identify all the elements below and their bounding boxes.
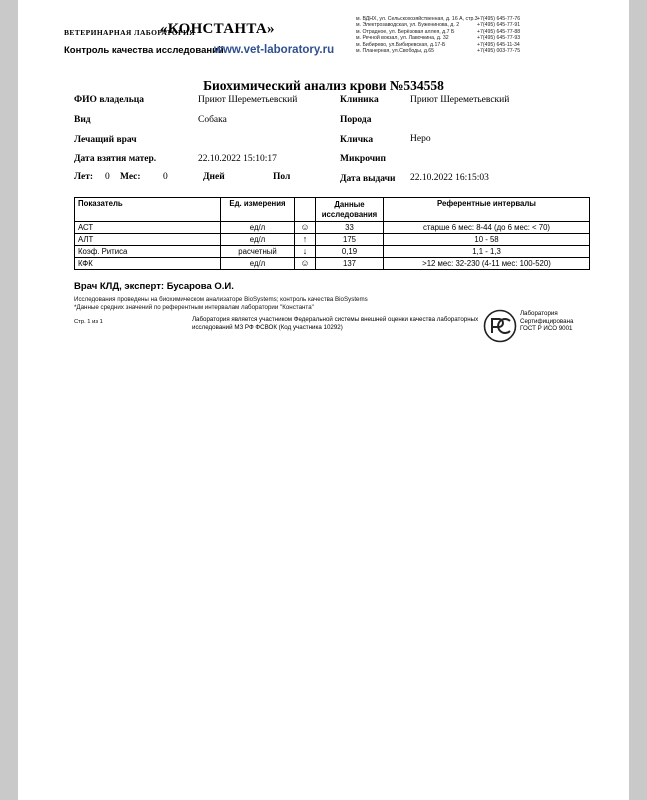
report-title: Биохимический анализ крови №534558 [203,78,444,93]
species-label: Вид [74,115,91,125]
phone-line: +7(495) 645-11-34 [477,41,520,48]
indicator-name: АЛТ [75,234,221,246]
analyzer-note: Исследования проведены на биохимическом анализаторе BioSystems; контроль качества BioSystems [74,296,368,303]
page-number: Стр. 1 из 1 [74,319,103,325]
phone-line: +7(495) 645-77-93 [477,35,521,42]
value-cell: 175 [316,234,384,246]
reference-cell: старше 6 мес: 8-44 (до 6 мес: < 70) [384,222,590,234]
sample-date-label: Дата взятия матер. [74,154,157,164]
address-line: м. Электрозаводская, ул. Буженинова, д. 2 [356,22,460,29]
column-header-unit: Ед. измерения [221,198,295,222]
value-cell: 137 [316,258,384,270]
sex-label: Пол [273,172,291,182]
unit-cell: ед/л [221,258,295,270]
cert-line: Сертифицирована [520,317,574,325]
address-list [356,16,478,54]
tagline: Контроль качества исследований [64,45,224,56]
website-link[interactable]: www.vet-laboratory.ru [214,44,335,56]
owner-label: ФИО владельца [74,95,144,105]
table-row [75,258,590,270]
table-row [75,234,590,246]
phone-line: +7(495) 645-77-76 [477,16,521,22]
report-page [18,0,629,800]
brand-name: «КОНСТАНТА» [160,21,275,37]
owner-value: Приют Шереметьевский [198,95,298,105]
years-value: 0 [105,172,110,182]
unit-cell: расчетный [221,246,295,258]
address-line: м. Планерная, ул.Свободы, д.65 [356,48,435,55]
species-value: Собака [198,115,227,125]
issue-date-value: 22.10.2022 16:15:03 [410,173,489,183]
months-value: 0 [163,172,168,182]
nickname-label: Кличка [340,135,374,145]
unit-cell: ед/л [221,234,295,246]
value-cell: 33 [316,222,384,234]
arrow-up-icon: ↑ [295,234,316,246]
address-line: м. Бибирево, ул.Бибиревская, д.17-Б [356,41,446,48]
phone-line: +7(495) 645-77-91 [477,22,521,29]
certification-text [520,310,573,333]
table-row [75,246,590,258]
address-line: м. Отрадное, ул. Берёзовая аллея, д.7 Б [356,28,455,35]
nickname-value: Неро [410,134,431,144]
breed-label: Порода [340,115,372,125]
months-label: Мес: [120,172,141,182]
indicator-name: Коэф. Ритиса [75,246,221,258]
sample-date-value: 22.10.2022 15:10:17 [198,154,277,164]
years-label: Лет: [74,172,94,182]
indicator-name: КФК [75,258,221,270]
phone-line: +7(495) 003-77-75 [477,48,521,55]
column-header-flag [295,198,316,222]
days-label: Дней [203,172,225,182]
reference-note: *Данные средних значений по референтным интервалам лаборатории "Константа" [74,304,314,311]
column-header-reference: Референтные интервалы [384,198,590,222]
smiley-icon: ☺ [295,258,316,270]
issue-date-label: Дата выдачи [340,174,396,184]
value-cell: 0,19 [316,246,384,258]
chip-label: Микрочип [340,154,387,164]
phone-list [477,16,520,54]
phone-line: +7(495) 645-77-88 [477,28,521,35]
clinic-label: Клиника [340,95,379,105]
lab-doctor-signature: Врач КЛД, эксперт: Бусарова О.И. [74,281,234,292]
reference-cell: >12 мес: 32-230 (4-11 мес: 100-520) [384,258,590,270]
cert-line: Лаборатория [520,310,558,317]
address-line: м. Речной вокзал, ул. Лавочкина, д. 32 [356,35,449,42]
fsvok-note: Лаборатория является участником Федеральной системы внешней оценки качества лабораторных исследований МЗ РФ ФСВОК (Код участника 10292) [192,316,479,331]
column-header-indicator: Показатель [75,198,221,222]
unit-cell: ед/л [221,222,295,234]
cert-line: ГОСТ Р ИСО 9001 [520,325,573,333]
brand-prefix: ВЕТЕРИНАРНАЯ ЛАБОРАТОРИЯ [64,28,196,37]
results-table [74,197,590,270]
reference-cell: 1,1 - 1,3 [384,246,590,258]
clinic-value: Приют Шереметьевский [410,95,510,105]
reference-cell: 10 - 58 [384,234,590,246]
smiley-icon: ☺ [295,222,316,234]
arrow-down-icon: ↓ [295,246,316,258]
table-row [75,222,590,234]
address-line: м. ВДНХ, ул. Сельскохозяйственная, д. 16 А, стр.3 [356,16,478,22]
rst-certification-logo-icon [483,309,517,343]
column-header-value: Данные исследования [316,198,384,222]
doctor-label: Лечащий врач [74,135,137,145]
table-header-row [75,198,590,222]
indicator-name: АСТ [75,222,221,234]
